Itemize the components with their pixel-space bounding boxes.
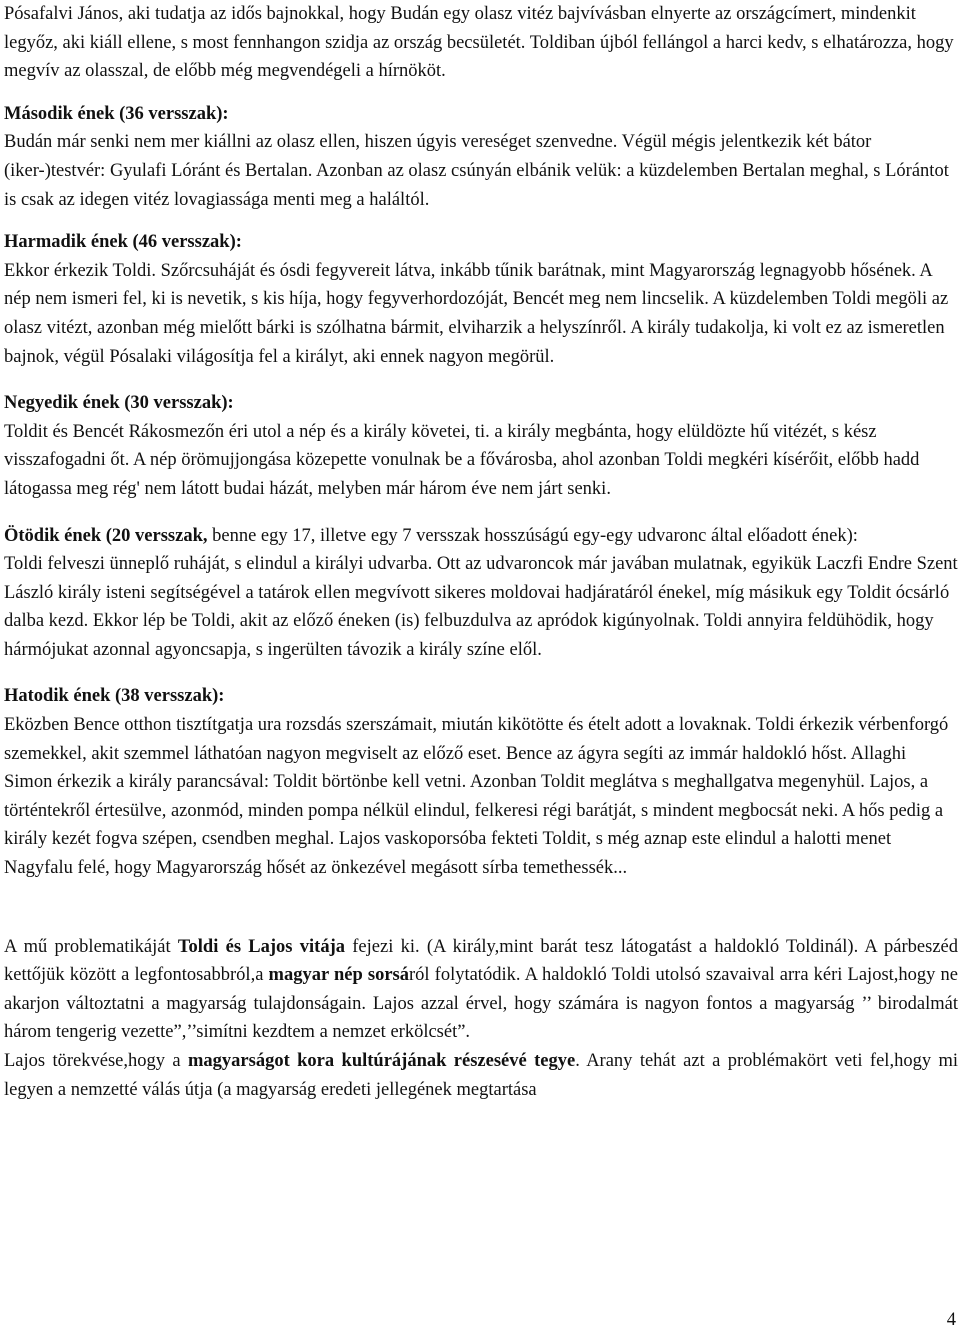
- section-2: [4, 100, 958, 214]
- closing-text: Lajos törekvése,hogy a: [4, 1051, 189, 1071]
- section-6: [4, 682, 958, 882]
- closing-emphasis: Toldi és Lajos vitája: [177, 936, 345, 957]
- section-body: Toldi felveszi ünneplő ruháját, s elindul a királyi udvarba. Ott az udvaroncok már javában mulatnak, egyikük Laczfi Endre Szent László király isteni segítségével a tatárok ellen megvívott sikeres moldovai hadjáratáról énekel, míg másikuk egy Toldit ócsárló dalba kezd. Ekkor lép be Toldi, akit az előző éneken (is) felbuzdulva az apródok kigúnyolnak. Toldi annyira feldühödik, hogy hármójukat azonnal agyoncsapja, s ingerülten távozik a király színe elől.: [4, 554, 958, 660]
- section-3: [4, 228, 958, 371]
- section-heading: Negyedik ének (30 versszak):: [4, 393, 234, 414]
- section-heading: Második ének (36 versszak):: [4, 103, 229, 124]
- closing-emphasis: magyar nép sorsá: [268, 965, 409, 986]
- intro-paragraph: Pósafalvi János, aki tudatja az idős bajnokkal, hogy Budán egy olasz vitéz bajvívásban elnyerte az országcímert, mindenkit legyőz, aki kiáll ellene, s most fennhangon szidja az ország becsületét. Toldiban újból fellángol a harci kedv, s elhatározza, hogy megvív az olasszal, de előbb még megvendégeli a hírnököt.: [4, 4, 954, 82]
- section-4: [4, 389, 958, 503]
- section-heading-rest: benne egy 17, illetve egy 7 versszak hosszúságú egy-egy udvaronc által előadott ének):: [207, 525, 858, 546]
- closing-emphasis: magyarságot kora kultúrájának részesévé tegye: [188, 1051, 576, 1071]
- section-5: [4, 522, 958, 665]
- closing-paragraph-2: [4, 1047, 958, 1104]
- section-body: Budán már senki nem mer kiállni az olasz ellen, hiszen úgyis vereséget szenvedne. Végül mégis jelentkezik két bátor (iker-)testvér: Gyulafi Lóránt és Bertalan. Azonban az olasz csúnyán elbánik velük: a küzdelemben Bertalan meghal, s Lórántot is csak az idegen vitéz lovagiassága menti meg a haláltól.: [4, 132, 949, 210]
- document-page: [4, 0, 958, 1104]
- closing-text: A mű problematikáját: [4, 936, 178, 957]
- section-heading: Ötödik ének (20 versszak,: [4, 525, 208, 546]
- closing-text: fejezi ki. (A király,mint barát tesz látogatást a haldokló Toldinál). A párbeszéd kettőjük között a legfontosabbról,a: [4, 936, 959, 986]
- closing-text: ról folytatódik. A haldokló Toldi utolsó szavaival arra kéri Lajost,hogy ne akarjon változtatni a magyarság tulajdonságain. Lajos azzal érvel, hogy számára is nagyon fontos a magyarság ’’ birodalmát három tengerig vezette”,’’simítni kezdtem a nemzet erkölcsét”.: [4, 965, 958, 1043]
- section-heading: Hatodik ének (38 versszak):: [4, 686, 225, 707]
- section-heading: Harmadik ének (46 versszak):: [4, 232, 242, 253]
- closing-text: . Arany tehát azt a problémakört veti fel,hogy mi legyen a nemzetté válás útja (a magyarság eredeti jellegének megtartása: [4, 1051, 958, 1100]
- section-body: Eközben Bence otthon tisztítgatja ura rozsdás szerszámait, miután kikötötte és ételt adott a lovaknak. Toldi érkezik vérbenforgó szemekkel, akit szemmel láthatóan nagyon megviselt az előző eset. Bence az ágyra segíti az immár haldokló hőst. Allaghi Simon érkezik a király parancsával: Toldit börtönbe kell vetni. Azonban Toldit meglátva s meghallgatva megenyhül. Lajos, a történtekről értesülve, azonmód, minden pompa nélkül elindul, felkeresi régi barátját, s mindent megbocsát neki. A hős pedig a király kezét fogva szépen, csendben meghal. Lajos vaskoporsóba fekteti Toldit, s még aznap este elindul a halotti menet Nagyfalu felé, hogy Magyarország hősét az önkezével megásott sírba temethessék...: [4, 715, 949, 879]
- page-number: 4: [946, 1310, 956, 1330]
- section-body: Ekkor érkezik Toldi. Szőrcsuháját és ósdi fegyvereit látva, inkább tűnik barátnak, mint Magyarország legnagyobb hősének. A nép nem ismeri fel, ki is nevetik, s kis híja, hogy fegyverhordozóját, Bencét meg nem lincselik. A küzdelemben Toldi megöli az olasz vitézt, azonban még mielőtt bárki is szólhatna bármit, elviharzik a helyszínről. A király tudakolja, ki volt ez az ismeretlen bajnok, végül Pósalaki világosítja fel a királyt, aki ennek nagyon megörül.: [4, 260, 949, 367]
- section-body: Toldit és Bencét Rákosmezőn éri utol a nép és a király követei, ti. a király megbánta, hogy elüldözte hű vitézét, s kész visszafogadni őt. A nép örömujjongása közepette vonulnak be a fővárosba, ahol azonban Toldi megkéri kísérőit, előbb hadd látogassa meg rég' nem látott budai házát, melyben már három éve nem járt senki.: [4, 421, 920, 499]
- closing-paragraph-1: [4, 933, 958, 1047]
